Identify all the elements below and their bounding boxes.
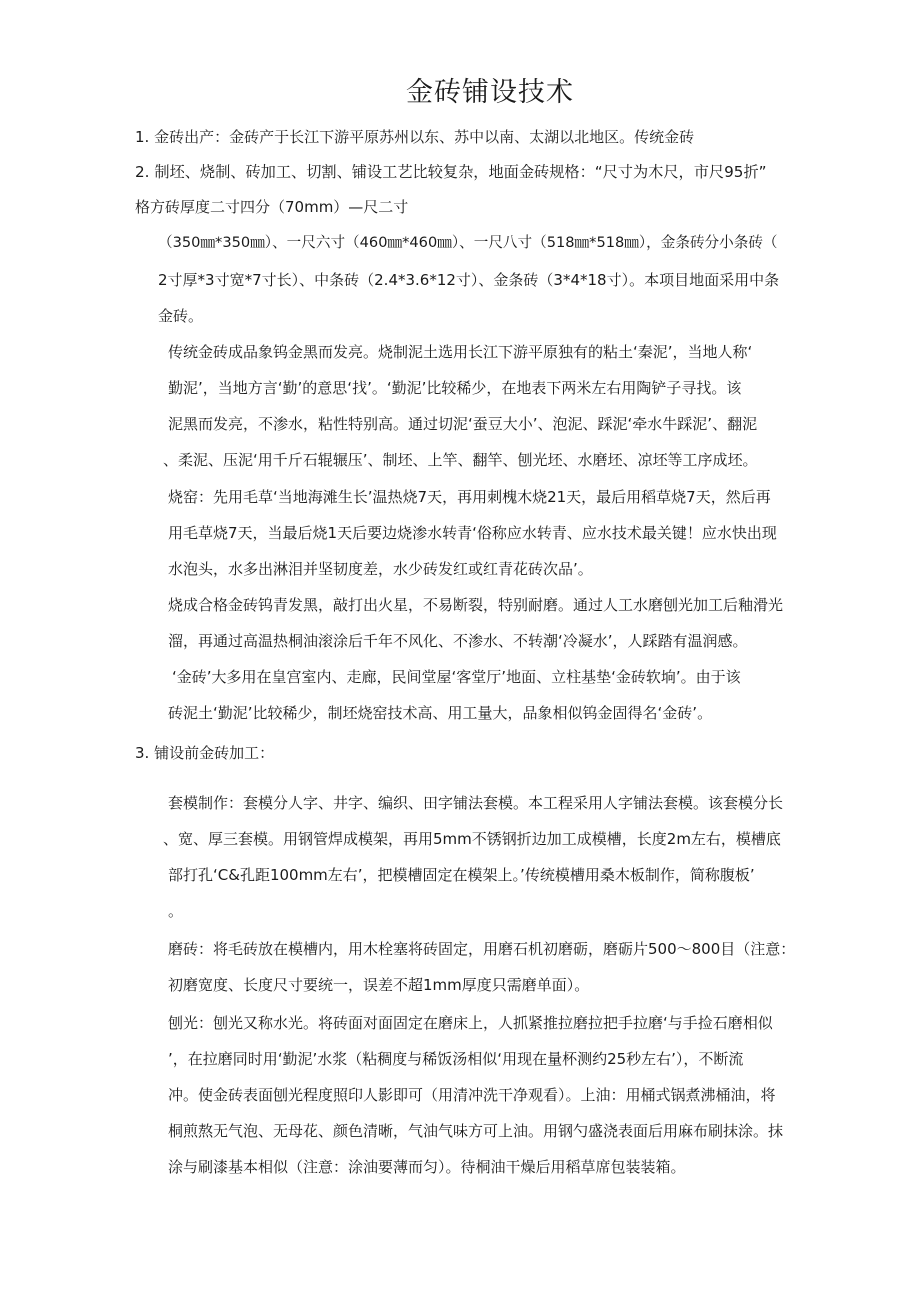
paragraph-line: 初磨宽度、长度尺寸要统一，误差不超1mm厚度只需磨单面）。: [168, 976, 590, 994]
paragraph-line: 刨光：刨光又称水光。将砖面对面固定在磨床上，人抓紧推拉磨拉把手拉磨‘与手捡石磨相似: [168, 1014, 773, 1032]
item-1: 1. 金砖出产：金砖产于长江下游平原苏州以东、苏中以南、太湖以北地区。传统金砖: [135, 128, 695, 146]
paragraph-line: 水泡头，水多出淋泪并坚韧度差，水少砖发红或红青花砖次品’。: [168, 560, 593, 578]
paragraph-line: 套模制作：套模分人字、井字、编织、田字铺法套模。本工程采用人字铺法套模。该套模分长: [168, 794, 784, 812]
paragraph-line: 烧成合格金砖钨青发黑，敲打出火星，不易断裂，特别耐磨。通过人工水磨刨光加工后釉滑光: [168, 596, 784, 614]
paragraph-line: 砖泥土‘勤泥’比较稀少，制坯烧窑技术高、用工量大，品象相似钨金固得名‘金砖’。: [168, 704, 713, 722]
paragraph-line: 部打孔‘C&孔距100mm左右’，把模槽固定在模架上。’传统模槽用桑木板制作，简称腹板’: [168, 866, 755, 884]
paragraph-line: 涂与刷漆基本相似（注意：涂油要薄而匀）。待桐油干燥后用稻草席包装装箱。: [168, 1158, 686, 1176]
paragraph-line: 传统金砖成品象钨金黑而发亮。烧制泥土选用长江下游平原独有的粘土‘秦泥’，当地人称‘: [168, 343, 753, 361]
item-2-line-4: 2寸厚*3寸宽*7寸长）、中条砖（2.4*3.6*12寸）、金条砖（3*4*18寸）。本项目地面采用中条: [158, 271, 780, 289]
paragraph-line: 勤泥’，当地方言‘勤’的意思‘找’。‘勤泥’比较稀少，在地表下两米左右用陶铲子寻找。该: [168, 379, 742, 397]
item-2-line-2: 格方砖厚度二寸四分（70mm）—尺二寸: [135, 198, 409, 216]
paragraph-line: 用毛草烧7天，当最后烧1天后要边烧渗水转青‘俗称应水转青、应水技术最关键！应水快出现: [168, 524, 777, 542]
paragraph-line: 磨砖：将毛砖放在模槽内，用木栓塞将砖固定，用磨石机初磨砺，磨砺片500～800目（注意：: [168, 940, 796, 958]
paragraph-line: ’，在拉磨同时用‘勤泥’水浆（粘稠度与稀饭汤相似‘用现在量杯测约25秒左右’），不断流: [168, 1050, 744, 1068]
paragraph-line: ‘金砖’大多用在皇宫室内、走廊，民间堂屋‘客堂厅’地面、立柱基垫‘金砖软垧’。由于该: [172, 668, 741, 686]
paragraph-line: 溜，再通过高温热桐油滚涂后千年不风化、不渗水、不转潮‘冷凝水’，人踩踏有温润感。: [168, 632, 748, 650]
paragraph-line: 冲。使金砖表面刨光程度照印人影即可（用清冲洗干净观看）。上油：用桶式锅煮沸桶油，将: [168, 1086, 776, 1104]
item-3: 3. 铺设前金砖加工：: [135, 744, 275, 762]
document-title: 金砖铺设技术: [406, 77, 574, 108]
paragraph-line: 桐煎熬无气泡、无母花、颜色清晰，气油气味方可上油。用钢勺盛浇表面后用麻布刷抹涂。抹: [168, 1122, 784, 1140]
item-2-line-5: 金砖。: [158, 307, 204, 325]
paragraph-line: 、柔泥、压泥‘用千斤石辊辗压’、制坯、上竿、翻竿、刨光坯、水磨坯、凉坯等工序成坯。: [163, 451, 758, 469]
item-2-line-1: 2. 制坯、烧制、砖加工、切割、铺设工艺比较复杂，地面金砖规格：“尺寸为木尺，市尺95折”: [135, 163, 767, 181]
paragraph-line: 烧窑：先用毛草‘当地海滩生长’温热烧7天，再用刺槐木烧21天，最后用稻草烧7天，然后再: [168, 488, 771, 506]
item-2-line-3: （350㎜*350㎜）、一尺六寸（460㎜*460㎜）、一尺八寸（518㎜*518㎜），金条砖分小条砖（: [158, 234, 778, 251]
paragraph-line: 。: [168, 902, 184, 920]
paragraph-line: 、宽、厚三套模。用钢管焊成模架，再用5mm不锈钢折边加工成模槽，长度2m左右，模槽底: [163, 830, 781, 848]
paragraph-line: 泥黑而发亮，不渗水，粘性特别高。通过切泥‘蚕豆大小’、泡泥、踩泥‘牵水牛踩泥’、翻泥: [168, 415, 758, 433]
